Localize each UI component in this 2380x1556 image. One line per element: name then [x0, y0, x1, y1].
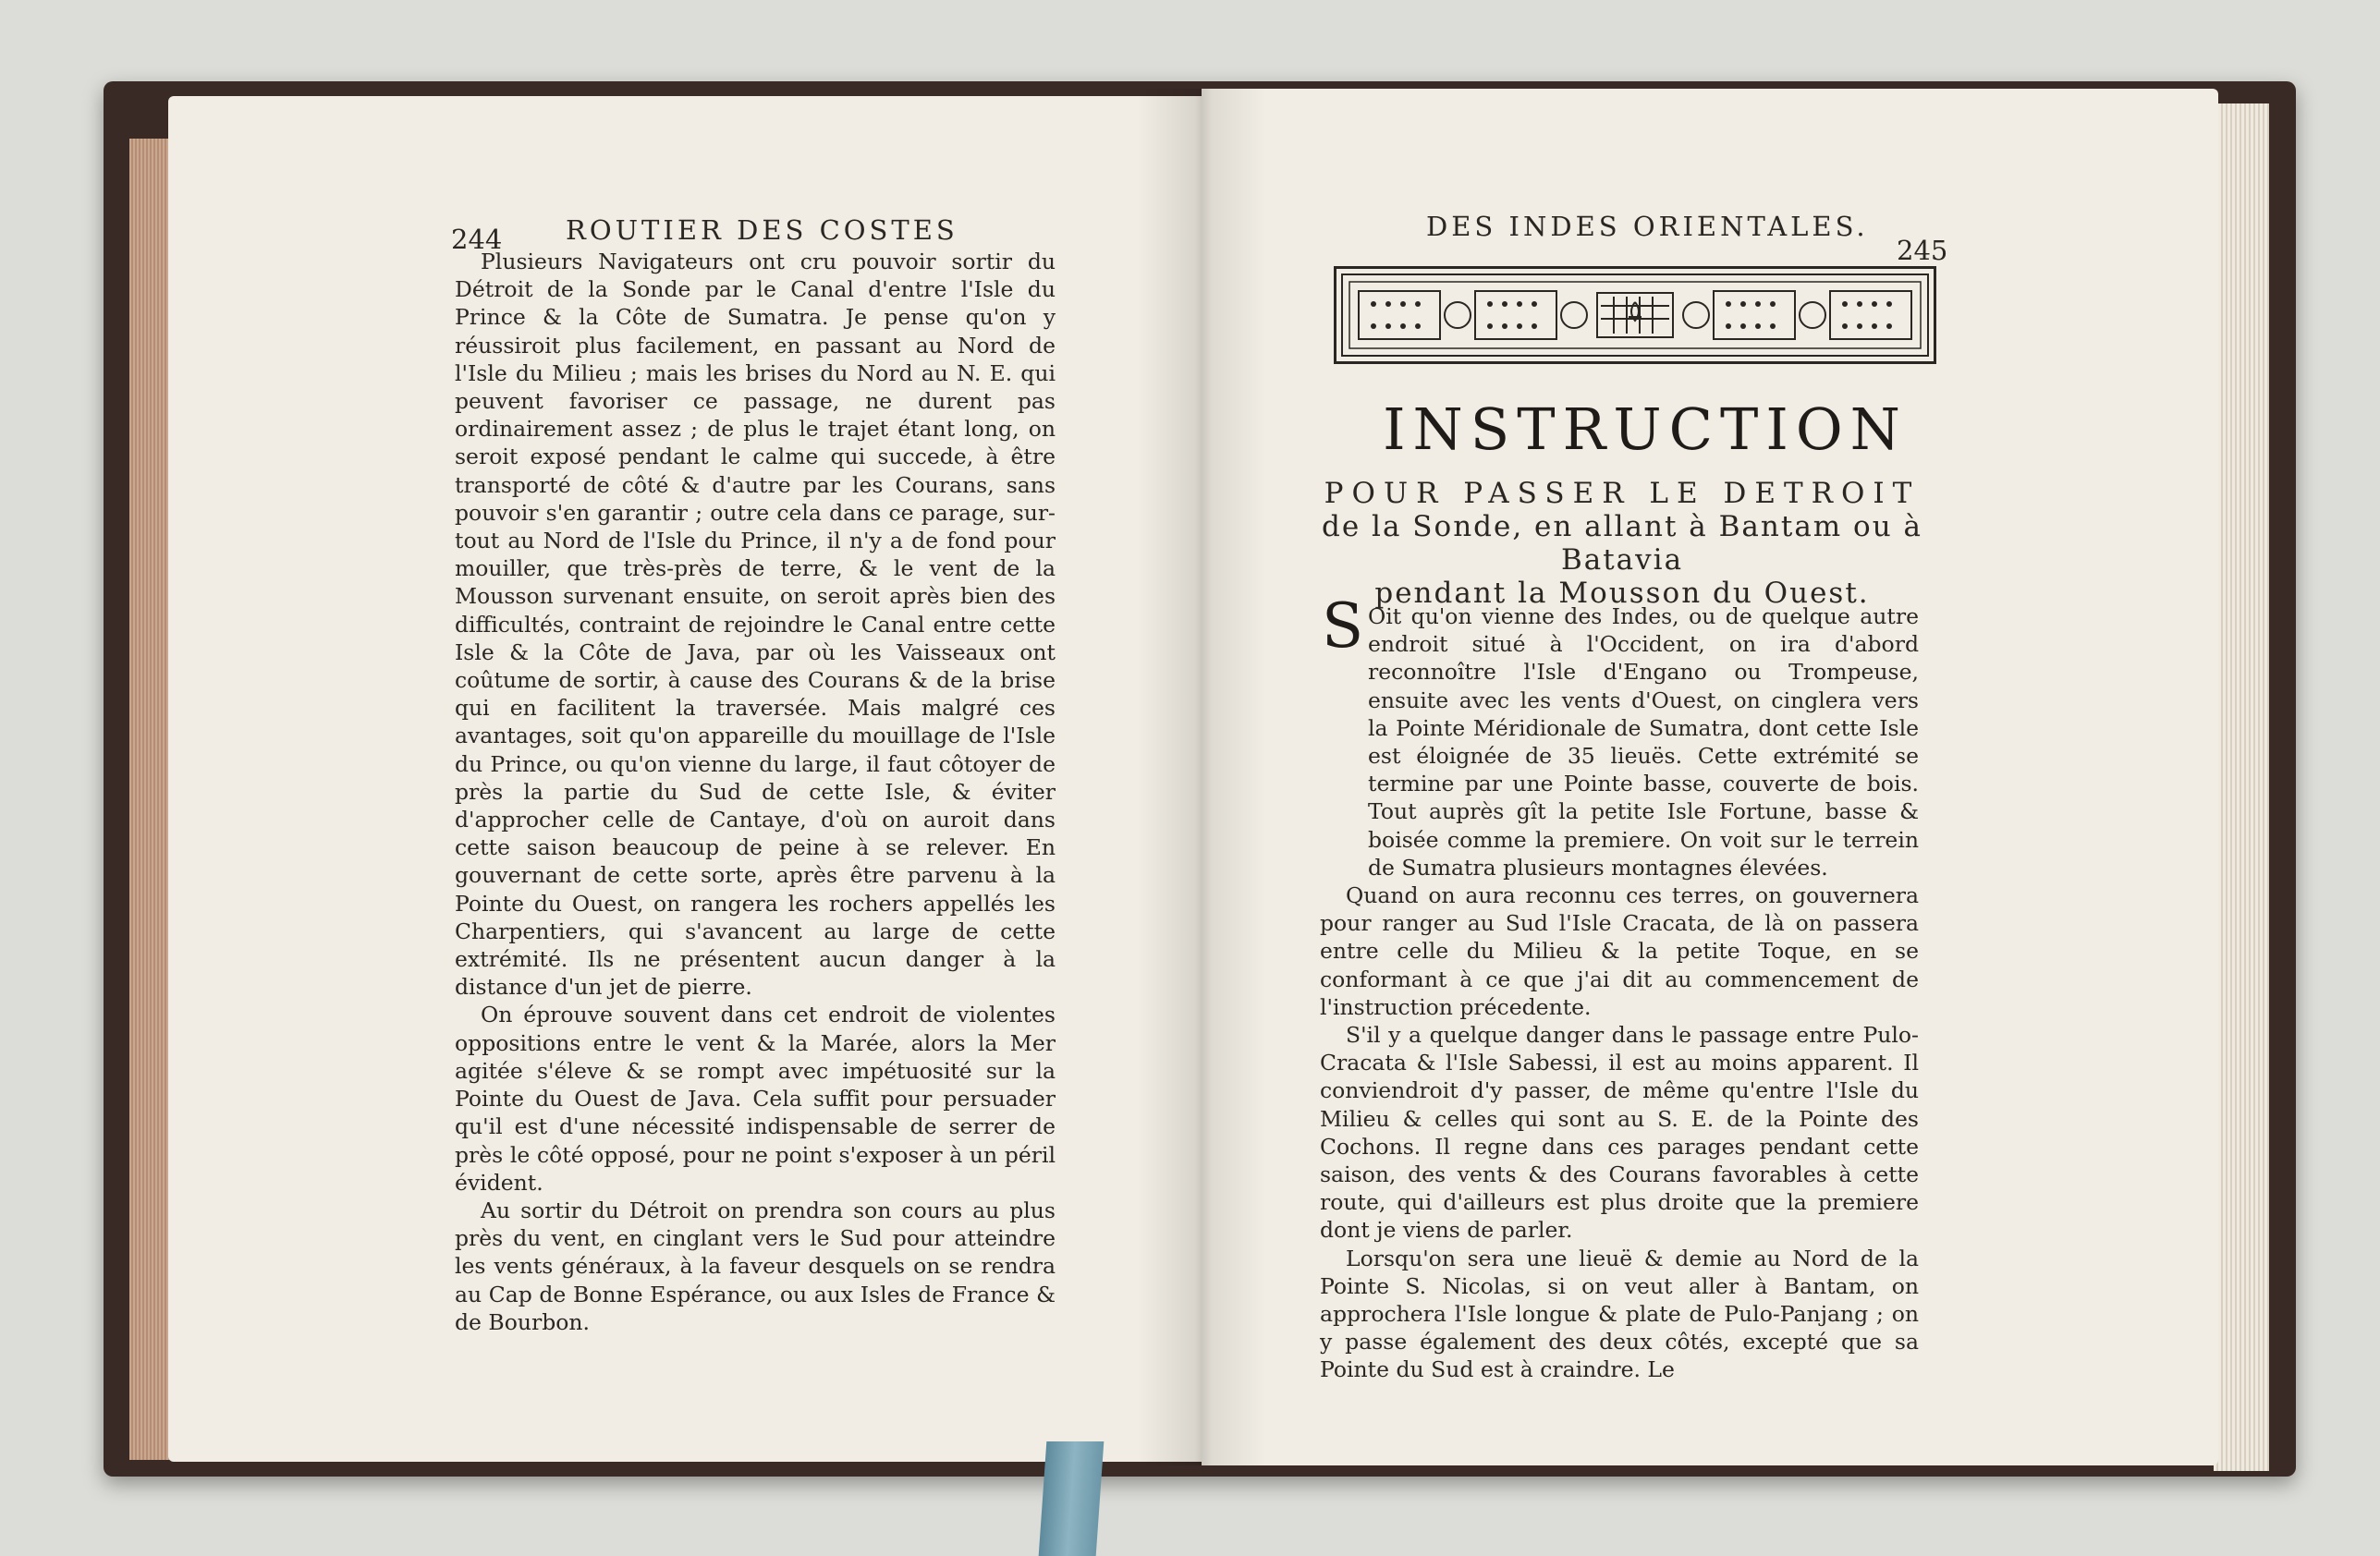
ribbon-bookmark [1039, 1441, 1105, 1556]
paragraph: Lorsqu'on sera une lieuë & demie au Nord de la Pointe S. Nicolas, si on veut aller à Bantam, on approchera l'Isle longue & plate de Pulo-Panjang ; on y passe également des deux côtés, excepté que sa Pointe du Sud est à craindre. Le [1320, 1245, 1919, 1383]
ornament-pattern [1336, 269, 1934, 361]
ornament-headpiece [1334, 266, 1936, 364]
paragraph: S'il y a quelque danger dans le passage entre Pulo-Cracata & l'Isle Sabessi, il est au moins apparent. Il conviendroit d'y passer, de même qu'entre l'Isle du Milieu & celles qui sont au S. E. de la Pointe des Cochons. Il regne dans ces parages pendant cette saison, des vents & des Courans favorables à cette route, qui d'ailleurs est plus droite que la premiere dont je viens de parler. [1320, 1022, 1919, 1244]
paragraph: On éprouve souvent dans cet endroit de violentes oppositions entre le vent & la Marée, alors la Mer agitée s'éleve & se rompt avec impétuosité sur la Pointe du Ouest de Java. Cela suffit pour persuader qu'il est d'une nécessité indispensable de serrer de près le côté opposé, pour ne point s'exposer à un péril évident. [455, 1002, 1056, 1196]
book-gutter [1137, 89, 1266, 1465]
left-page-number: 244 [451, 224, 503, 255]
chapter-title: INSTRUCTION [1383, 395, 1908, 463]
page-edges-right [2214, 103, 2269, 1471]
right-text-block [1320, 602, 1919, 1384]
left-running-head: ROUTIER DES COSTES [566, 214, 958, 246]
drop-cap: S [1322, 590, 1364, 662]
subtitle-line-1: POUR PASSER LE DETROIT [1324, 477, 1921, 510]
paragraph: Au sortir du Détroit on prendra son cours au plus près du vent, en cinglant vers le Sud pour atteindre les vents généraux, à la faveur desquels on se rendra au Cap de Bonne Espérance, ou aux Isles de France & de Bourbon. [455, 1197, 1056, 1335]
subtitle-line-3: pendant la Mousson du Ouest. [1374, 577, 1870, 610]
right-running-head: DES INDES ORIENTALES. [1426, 211, 1869, 242]
paragraph: Plusieurs Navigateurs ont cru pouvoir sortir du Détroit de la Sonde par le Canal d'entre l'Isle du Prince & la Côte de Sumatra. Je pense qu'on y réussiroit plus facilement, en passant au Nord de l'Isle du Milieu ; mais les brises du Nord au N. E. qui peuvent favoriser ce passage, ne durent pas ordinairement assez ; de plus le trajet étant long, on seroit exposé pendant le calme qui succede, à être transporté de côté & d'autre par les Courans, sans pouvoir s'en garantir ; outre cela dans ce parage, sur-tout au Nord de l'Isle du Prince, il n'y a de fond pour mouiller, que très-près de terre, & le vent de la Mousson survenant ensuite, on seroit après bien des difficultés, contraint de rejoindre le Canal entre cette Isle & la Côte de Java, par où les Vaisseaux ont coûtume de sortir, à cause des Courans & de la brise qui en facilitent la traversée. Mais malgré ces avantages, soit qu'on appareille du mouillage de l'Isle du Prince, ou qu'on vienne du large, il faut côtoyer de près la partie du Sud de cette Isle, & éviter d'approcher celle de Cantaye, d'où on auroit dans cette saison beaucoup de peine à se relever. En gouvernant de cette sorte, après être parvenu à la Pointe du Ouest, on rangera les rochers appellés les Charpentiers, qui s'avancent au large de cette extrémité. Ils ne présentent aucun danger à la distance d'un jet de pierre. [455, 249, 1056, 1001]
paragraph: Quand on aura reconnu ces terres, on gouvernera pour ranger au Sud l'Isle Cracata, de là on passera entre celle du Milieu & la petite Toque, en se conformant à ce que j'ai dit au commencement de l'instruction précedente. [1320, 882, 1919, 1020]
right-page-number: 245 [1897, 235, 1948, 266]
paragraph: Oit qu'on vienne des Indes, ou de quelque autre endroit situé à l'Occident, on ira d'abord reconnoître l'Isle d'Engano ou Trompeuse, ensuite avec les vents d'Ouest, on cinglera vers la Pointe Méridionale de Sumatra, dont cette Isle est éloignée de 35 lieuës. Cette extrémité se termine par une Pointe basse, couverte de bois. Tout auprès gît la petite Isle Fortune, basse & boisée comme la premiere. On voit sur le terrein de Sumatra plusieurs montagnes élevées. [1368, 603, 1919, 881]
chapter-subtitle [1322, 477, 1922, 610]
left-text-block [455, 248, 1056, 1336]
subtitle-line-2: de la Sonde, en allant à Bantam ou à Batavia [1322, 510, 1923, 577]
